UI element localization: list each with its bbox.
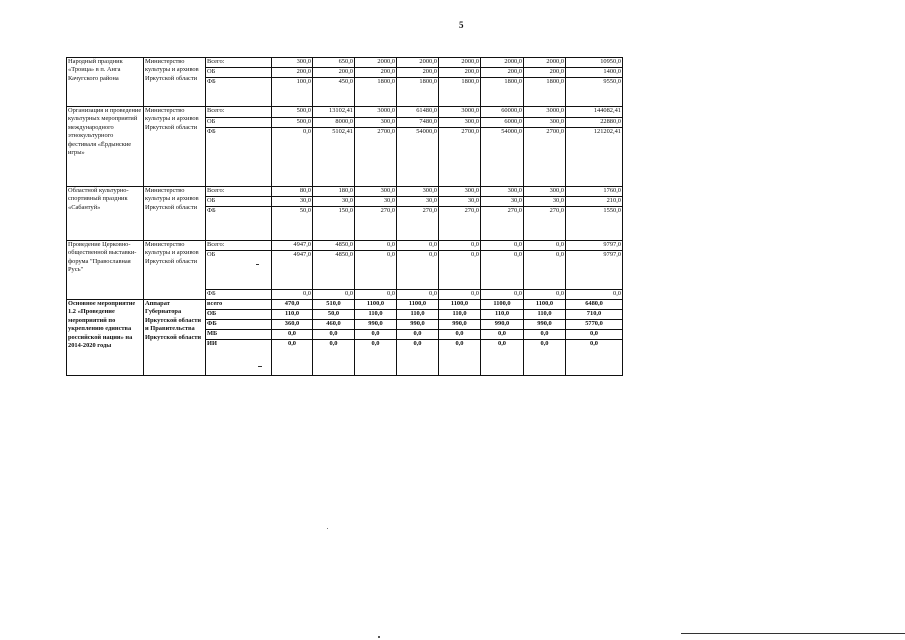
value-cell: 0,0 <box>397 241 439 251</box>
budget-table <box>66 57 623 376</box>
value-cell: 0,0 <box>355 340 397 376</box>
value-cell: 0,0 <box>439 251 481 290</box>
value-cell: 450,0 <box>313 78 355 107</box>
value-cell: 470,0 <box>272 300 313 310</box>
value-cell: 1400,0 <box>566 68 623 78</box>
program-name-cell: Народный праздник «Троица» в п. Анга Качугского района <box>67 58 144 107</box>
value-cell: 990,0 <box>397 320 439 330</box>
funding-source-cell: ОБ <box>206 310 272 320</box>
value-cell: 0,0 <box>355 330 397 340</box>
funding-source-cell: Всего: <box>206 107 272 118</box>
value-cell: 2000,0 <box>524 58 566 68</box>
value-cell: 3000,0 <box>439 107 481 118</box>
value-cell: 7480,0 <box>397 118 439 128</box>
value-cell: 6480,0 <box>566 300 623 310</box>
value-cell: 0,0 <box>355 241 397 251</box>
value-cell: 0,0 <box>566 330 623 340</box>
value-cell: 30,0 <box>524 197 566 207</box>
scan-speck <box>378 636 380 638</box>
value-cell: 1800,0 <box>481 78 524 107</box>
value-cell: 2700,0 <box>524 128 566 187</box>
funding-source-cell: Всего: <box>206 58 272 68</box>
value-cell: 0,0 <box>313 330 355 340</box>
value-cell: 0,0 <box>524 241 566 251</box>
value-cell: 990,0 <box>439 320 481 330</box>
value-cell: 110,0 <box>355 310 397 320</box>
value-cell: 9797,0 <box>566 241 623 251</box>
value-cell: 300,0 <box>355 118 397 128</box>
program-name-cell: Организация и проведение культурных мероприятий международного этнокультурного фестиваля «Ёрдынские игры» <box>67 107 144 187</box>
value-cell: 0,0 <box>524 340 566 376</box>
value-cell: 150,0 <box>313 207 355 241</box>
value-cell: 1550,0 <box>566 207 623 241</box>
value-cell: 0,0 <box>481 340 524 376</box>
funding-source-cell: Всего: <box>206 241 272 251</box>
value-cell: 8000,0 <box>313 118 355 128</box>
value-cell: 30,0 <box>397 197 439 207</box>
table-row <box>67 107 623 118</box>
value-cell: 0,0 <box>524 290 566 300</box>
value-cell: 2000,0 <box>481 58 524 68</box>
value-cell: 30,0 <box>272 197 313 207</box>
organization-cell: Министерство культуры и архивов Иркутской области <box>144 107 206 187</box>
value-cell: 0,0 <box>439 290 481 300</box>
table-row <box>67 300 623 310</box>
value-cell: 270,0 <box>524 207 566 241</box>
value-cell: 0,0 <box>355 251 397 290</box>
value-cell: 0,0 <box>313 290 355 300</box>
value-cell: 0,0 <box>272 330 313 340</box>
value-cell: 510,0 <box>313 300 355 310</box>
program-name-cell: Проведение Церковно-общественной выставки-форума "Православная Русь" <box>67 241 144 300</box>
value-cell: 1760,0 <box>566 187 623 197</box>
value-cell: 650,0 <box>313 58 355 68</box>
value-cell: 300,0 <box>272 58 313 68</box>
scan-speck <box>327 528 328 529</box>
value-cell: 110,0 <box>524 310 566 320</box>
value-cell: 1800,0 <box>439 78 481 107</box>
footer-rule <box>681 633 905 634</box>
value-cell: 0,0 <box>313 340 355 376</box>
value-cell: 10950,0 <box>566 58 623 68</box>
value-cell: 0,0 <box>397 290 439 300</box>
value-cell: 110,0 <box>272 310 313 320</box>
value-cell: 0,0 <box>397 251 439 290</box>
funding-source-cell: ФБ <box>206 207 272 241</box>
value-cell: 0,0 <box>566 340 623 376</box>
value-cell: 30,0 <box>355 197 397 207</box>
value-cell: 30,0 <box>481 197 524 207</box>
funding-source-cell: ИИ <box>206 340 272 376</box>
value-cell: 0,0 <box>566 290 623 300</box>
value-cell: 0,0 <box>397 340 439 376</box>
value-cell: 0,0 <box>524 251 566 290</box>
funding-source-cell: ФБ <box>206 320 272 330</box>
value-cell: 1800,0 <box>397 78 439 107</box>
value-cell: 0,0 <box>481 241 524 251</box>
value-cell: 0,0 <box>439 241 481 251</box>
value-cell: 200,0 <box>397 68 439 78</box>
value-cell: 300,0 <box>481 187 524 197</box>
value-cell: 3000,0 <box>355 107 397 118</box>
value-cell: 0,0 <box>272 290 313 300</box>
value-cell: 110,0 <box>481 310 524 320</box>
value-cell: 2000,0 <box>397 58 439 68</box>
value-cell: 4947,0 <box>272 251 313 290</box>
value-cell: 990,0 <box>481 320 524 330</box>
value-cell: 210,0 <box>566 197 623 207</box>
value-cell: 5770,0 <box>566 320 623 330</box>
value-cell: 110,0 <box>397 310 439 320</box>
value-cell: 1800,0 <box>524 78 566 107</box>
value-cell: 22880,0 <box>566 118 623 128</box>
organization-cell: Министерство культуры и архивов Иркутской области <box>144 187 206 241</box>
value-cell: 50,0 <box>272 207 313 241</box>
value-cell: 0,0 <box>481 251 524 290</box>
funding-source-cell: ОБ <box>206 197 272 207</box>
value-cell: 5102,41 <box>313 128 355 187</box>
table-row <box>67 58 623 68</box>
funding-source-cell: МБ <box>206 330 272 340</box>
value-cell: 6000,0 <box>481 118 524 128</box>
value-cell: 180,0 <box>313 187 355 197</box>
value-cell: 1800,0 <box>355 78 397 107</box>
value-cell: 61480,0 <box>397 107 439 118</box>
value-cell: 270,0 <box>397 207 439 241</box>
value-cell: 100,0 <box>272 78 313 107</box>
value-cell: 270,0 <box>481 207 524 241</box>
value-cell: 200,0 <box>313 68 355 78</box>
value-cell: 0,0 <box>272 128 313 187</box>
value-cell: 200,0 <box>272 68 313 78</box>
value-cell: 1100,0 <box>439 300 481 310</box>
value-cell: 2000,0 <box>355 58 397 68</box>
page-number: 5 <box>459 20 464 30</box>
value-cell: 300,0 <box>524 118 566 128</box>
scan-speck <box>258 366 262 367</box>
value-cell: 990,0 <box>355 320 397 330</box>
value-cell: 200,0 <box>439 68 481 78</box>
value-cell: 121202,41 <box>566 128 623 187</box>
value-cell: 80,0 <box>272 187 313 197</box>
value-cell: 0,0 <box>481 290 524 300</box>
value-cell: 300,0 <box>439 118 481 128</box>
value-cell: 300,0 <box>397 187 439 197</box>
value-cell: 0,0 <box>439 330 481 340</box>
value-cell: 144082,41 <box>566 107 623 118</box>
value-cell: 4850,0 <box>313 241 355 251</box>
value-cell: 0,0 <box>355 290 397 300</box>
value-cell: 110,0 <box>439 310 481 320</box>
value-cell: 30,0 <box>439 197 481 207</box>
value-cell: 9797,0 <box>566 251 623 290</box>
funding-source-cell: ОБ <box>206 68 272 78</box>
value-cell: 9550,0 <box>566 78 623 107</box>
value-cell: 270,0 <box>355 207 397 241</box>
table-row <box>67 241 623 251</box>
value-cell: 460,0 <box>313 320 355 330</box>
value-cell: 1100,0 <box>481 300 524 310</box>
funding-source-cell: ОБ <box>206 118 272 128</box>
value-cell: 2000,0 <box>439 58 481 68</box>
value-cell: 2700,0 <box>355 128 397 187</box>
value-cell: 13102,41 <box>313 107 355 118</box>
value-cell: 300,0 <box>524 187 566 197</box>
funding-source-cell: ФБ <box>206 128 272 187</box>
value-cell: 1100,0 <box>397 300 439 310</box>
organization-cell: Аппарат Губернатора Иркутской области и Правительства Иркутской области <box>144 300 206 376</box>
value-cell: 990,0 <box>524 320 566 330</box>
organization-cell: Министерство культуры и архивов Иркутской области <box>144 58 206 107</box>
value-cell: 50,0 <box>313 310 355 320</box>
value-cell: 54000,0 <box>397 128 439 187</box>
value-cell: 3000,0 <box>524 107 566 118</box>
value-cell: 2700,0 <box>439 128 481 187</box>
value-cell: 1100,0 <box>355 300 397 310</box>
value-cell: 0,0 <box>524 330 566 340</box>
value-cell: 0,0 <box>272 340 313 376</box>
scan-speck <box>256 264 259 265</box>
value-cell: 1100,0 <box>524 300 566 310</box>
program-name-cell: Основное мероприятие 1.2 «Проведение мероприятий по укреплению единства российской нации» на 2014-2020 годы <box>67 300 144 376</box>
value-cell: 0,0 <box>481 330 524 340</box>
table-row <box>67 187 623 197</box>
value-cell: 4850,0 <box>313 251 355 290</box>
value-cell: 270,0 <box>439 207 481 241</box>
funding-source-cell: ОБ <box>206 251 272 290</box>
value-cell: 4947,0 <box>272 241 313 251</box>
value-cell: 500,0 <box>272 118 313 128</box>
value-cell: 54000,0 <box>481 128 524 187</box>
value-cell: 0,0 <box>439 340 481 376</box>
value-cell: 500,0 <box>272 107 313 118</box>
funding-source-cell: Всего: <box>206 187 272 197</box>
funding-source-cell: всего <box>206 300 272 310</box>
value-cell: 200,0 <box>481 68 524 78</box>
funding-source-cell: ФБ <box>206 290 272 300</box>
value-cell: 300,0 <box>355 187 397 197</box>
program-name-cell: Областной культурно-спортивный праздник «Сабантуй» <box>67 187 144 241</box>
value-cell: 0,0 <box>397 330 439 340</box>
value-cell: 30,0 <box>313 197 355 207</box>
value-cell: 300,0 <box>439 187 481 197</box>
value-cell: 200,0 <box>524 68 566 78</box>
value-cell: 60000,0 <box>481 107 524 118</box>
organization-cell: Министерство культуры и архивов Иркутской области <box>144 241 206 300</box>
value-cell: 360,0 <box>272 320 313 330</box>
value-cell: 200,0 <box>355 68 397 78</box>
value-cell: 710,0 <box>566 310 623 320</box>
funding-source-cell: ФБ <box>206 78 272 107</box>
